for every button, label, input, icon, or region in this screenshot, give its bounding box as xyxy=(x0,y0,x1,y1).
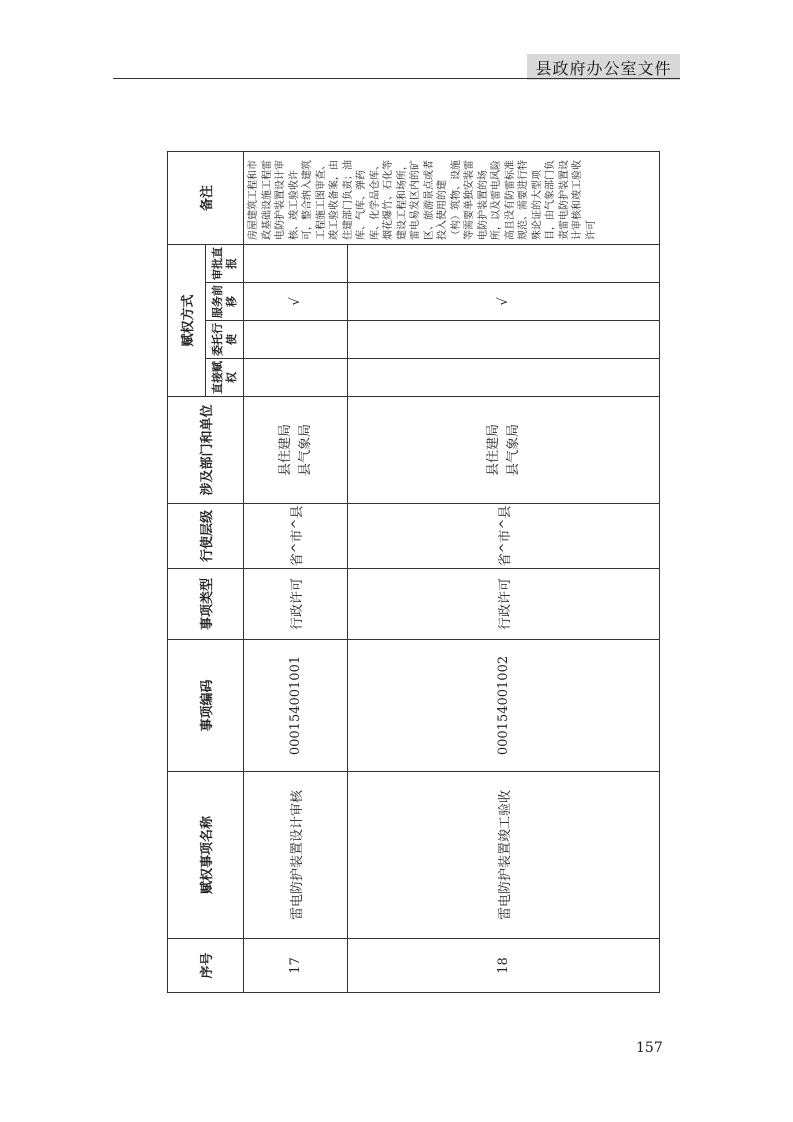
row-dept-1: 县住建局 xyxy=(277,424,293,477)
row-level: 省^市^县 xyxy=(244,504,348,569)
row-method-service: √ xyxy=(244,283,348,321)
row-dept xyxy=(348,397,660,504)
header-item-type: 事项类型 xyxy=(168,569,244,640)
rotated-table xyxy=(167,152,659,993)
row-dept-1: 县住建局 xyxy=(485,424,501,477)
header-dept: 涉及部门和单位 xyxy=(168,397,244,504)
header-method-approval: 审批直报 xyxy=(206,244,244,282)
page-number: 157 xyxy=(636,1040,663,1056)
row-dept-2: 县气象局 xyxy=(505,424,521,477)
table-row xyxy=(244,151,348,992)
header-method-service: 服务前移 xyxy=(206,283,244,321)
row-item-code: 000154001001 xyxy=(244,640,348,772)
header-item-name: 赋权事项名称 xyxy=(168,772,244,939)
row-item-name: 雷电防护装置设计审核 xyxy=(244,772,348,939)
row-seq: 18 xyxy=(348,939,660,993)
row-note: 房屋建筑工程和市政基础设施工程雷电防护装置设计审核、竣工验收许可，整合纳入建筑工程施工图审查、竣工验收备案，由住建部门负责；油库、气库、弹药库、化学品仓库、烟花爆竹、石化等建设工程和场所，雷电易发区内的矿区、旅游景点或者投入使用的建（构）筑物、设施等需要单独安装雷电防护装置的场所，以及雷电风险高且没有防雷标准规范、需要进行特殊论证的大型项目，由气象部门负责雷电防护装置设计审核和竣工验收许可 xyxy=(244,151,660,244)
header-method-entrust: 委托行使 xyxy=(206,321,244,359)
header-rule xyxy=(113,78,680,79)
header-item-code: 事项编码 xyxy=(168,640,244,772)
table-row xyxy=(348,151,660,992)
document-header-title: 县政府办公室文件 xyxy=(527,54,680,80)
row-method-entrust xyxy=(244,321,348,359)
row-method-direct xyxy=(348,359,660,397)
row-item-code: 000154001002 xyxy=(348,640,660,772)
row-method-entrust xyxy=(348,321,660,359)
header-seq: 序号 xyxy=(168,939,244,993)
header-method-group: 赋权方式 xyxy=(168,244,206,396)
row-method-approval xyxy=(348,244,660,282)
row-seq: 17 xyxy=(244,939,348,993)
header-method-direct: 直接赋权 xyxy=(206,359,244,397)
header-level: 行使层级 xyxy=(168,504,244,569)
rotated-table-container xyxy=(167,152,659,993)
row-method-direct xyxy=(244,359,348,397)
row-dept-2: 县气象局 xyxy=(297,424,313,477)
row-item-name: 雷电防护装置竣工验收 xyxy=(348,772,660,939)
row-item-type: 行政许可 xyxy=(244,569,348,640)
row-dept xyxy=(244,397,348,504)
row-level: 省^市^县 xyxy=(348,504,660,569)
row-item-type: 行政许可 xyxy=(348,569,660,640)
row-method-approval xyxy=(244,244,348,282)
header-note: 备注 xyxy=(168,151,244,244)
authority-items-table xyxy=(167,151,660,993)
row-method-service: √ xyxy=(348,283,660,321)
